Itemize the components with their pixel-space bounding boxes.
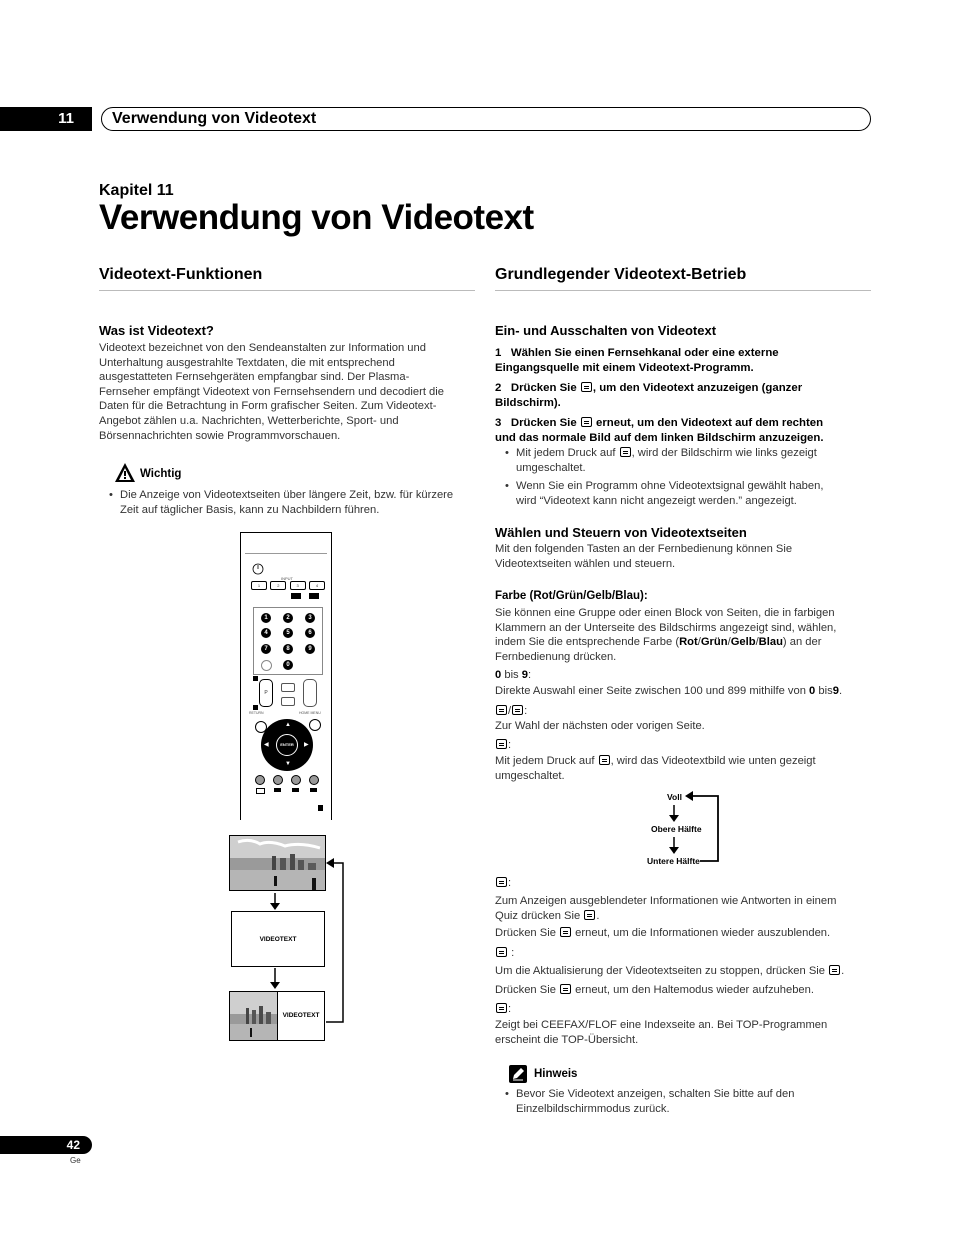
size-key-heading — [495, 738, 511, 753]
step-2 — [495, 381, 875, 410]
input-label: INPUT — [281, 576, 293, 581]
period: . — [841, 965, 845, 977]
color-gruen: Grün — [700, 636, 728, 649]
text-line: Drücken Sie — [495, 927, 556, 939]
hold-icon — [496, 947, 507, 957]
text-line: Eingangsquelle mit einem Videotext-Programm. — [495, 361, 754, 374]
text-line: ) an der — [782, 636, 822, 649]
index-key-heading — [495, 1002, 511, 1017]
arrow-down-icon — [269, 968, 281, 990]
slash: / — [755, 636, 759, 649]
language-code: Ge — [70, 1156, 81, 1165]
text-line: Drücken Sie — [510, 417, 577, 429]
digit-0-button: 0 — [283, 660, 293, 670]
colon: : — [528, 669, 532, 681]
program-rocker: P — [259, 679, 273, 707]
text-line: Quiz drücken Sie — [495, 909, 581, 922]
reveal-icon — [496, 877, 507, 887]
digit-5-button: 5 — [283, 628, 293, 638]
was-ist-title: Was ist Videotext? — [99, 323, 214, 338]
arrow-down-icon — [668, 837, 680, 855]
text-line: Daten für die Betrachtung in Form grafischer Seiten. Zum Videotext- — [99, 400, 437, 413]
zum-anzeigen-paragraph — [495, 894, 875, 923]
bullet-item — [505, 479, 876, 508]
text-line: Angebot zählen u.a. Nachrichten, Wetterberichte, Sport- und — [99, 414, 399, 427]
text-line: Um die Aktualisierung der Videotextseiten zu stoppen, drücken Sie — [495, 965, 826, 977]
keypad — [253, 607, 323, 675]
hold-key-heading — [495, 946, 514, 961]
flow-voll: Voll — [667, 792, 682, 802]
page-title: Verwendung von Videotext — [99, 198, 534, 237]
videotext-full-screen — [231, 911, 325, 967]
color-blau: Blau — [758, 636, 783, 649]
city-photo — [230, 836, 325, 890]
reveal-icon — [584, 910, 595, 920]
period: . — [596, 909, 600, 922]
green-button — [273, 775, 283, 785]
text-line: Videotext bezeichnet von den Sendeanstalten zur Information und — [99, 342, 426, 354]
section-rule-right — [495, 290, 871, 291]
colon: : — [508, 1003, 512, 1015]
bullet-item — [505, 446, 876, 475]
step-number: 2 — [495, 382, 502, 394]
arrow-down-icon: ▼ — [285, 761, 291, 767]
small-button — [281, 697, 295, 706]
druecken-erneut-text — [495, 926, 830, 941]
index-icon — [496, 1003, 507, 1013]
digit-1-button: 1 — [261, 613, 271, 623]
text-line: Fernbedienung drücken. — [495, 650, 617, 663]
text-line: Wählen Sie einen Fernsehkanal oder eine externe — [510, 347, 779, 359]
was-ist-paragraph — [99, 341, 479, 443]
digit-8-button: 8 — [283, 644, 293, 654]
text-line: Mit den folgenden Tasten an der Fernbedienung können Sie — [495, 543, 793, 555]
text-line: Mit jedem Druck auf — [495, 755, 595, 767]
text-line: umgeschaltet. — [516, 461, 586, 474]
divider — [245, 553, 327, 554]
text-line: Zeigt bei CEEFAX/FLOF eine Indexseite an. Bei TOP-Programmen — [495, 1019, 828, 1031]
teletext-key — [253, 676, 258, 681]
return-label: RETURN — [249, 711, 264, 715]
input-3-button: 3 — [290, 581, 306, 590]
slash: / — [727, 636, 731, 649]
loop-arrow — [325, 856, 347, 1026]
small-button — [281, 683, 295, 692]
home-menu-label: HOME MENU — [299, 711, 321, 715]
bullet-icon: • — [109, 489, 113, 501]
key-0: 0 — [495, 669, 502, 681]
text-line: ausgestatteten Fernsehgeräten empfangbar sind. Der Plasma- — [99, 371, 410, 384]
home-menu-button — [309, 719, 321, 731]
digit-4-button: 4 — [261, 628, 271, 638]
farbe-paragraph — [495, 606, 875, 664]
tv-picture-screen — [229, 835, 326, 891]
digit-7-button: 7 — [261, 644, 271, 654]
reveal-key-heading — [495, 876, 511, 891]
section-title-right: Grundlegender Videotext-Betrieb — [495, 266, 747, 283]
colon: : — [524, 705, 528, 717]
enter-button: ENTER — [276, 734, 298, 756]
text-line: Die Anzeige von Videotextseiten über längere Zeit, bzw. für kürzere — [120, 489, 454, 501]
split-screen — [229, 991, 325, 1041]
text-line: Bevor Sie Videotext anzeigen, schalten Sie bitte auf den — [516, 1088, 795, 1100]
hinweis-heading: Hinweis — [534, 1068, 578, 1080]
hold-icon — [829, 965, 840, 975]
input-buttons — [251, 581, 325, 589]
city-photo-small — [230, 992, 277, 1040]
section-title-left: Videotext-Funktionen — [99, 266, 263, 283]
text-line: Sie können eine Gruppe oder einen Block von Seiten, die in farbigen — [495, 607, 835, 619]
farbe-title: Farbe (Rot/Grün/Gelb/Blau): — [495, 590, 648, 602]
input-2-button: 2 — [270, 581, 286, 590]
step-number: 1 — [495, 347, 502, 359]
text-line: , wird das Videotextbild wie unten gezeigt — [610, 755, 816, 767]
halte-text — [495, 983, 814, 998]
teletext-icon — [581, 417, 592, 427]
colon: : — [511, 947, 515, 959]
digit-9-button: 9 — [305, 644, 315, 654]
text-line: umgeschaltet. — [495, 769, 565, 782]
teletext-icon — [620, 447, 631, 457]
teletext-key — [318, 805, 323, 811]
wichtig-bullet — [109, 488, 480, 517]
red-button — [255, 775, 265, 785]
teletext-size-icon — [599, 755, 610, 765]
arrow-down-icon — [668, 805, 680, 823]
text-line: und das normale Bild auf dem linken Bildschirm anzuzeigen. — [495, 431, 824, 444]
power-icon — [252, 563, 264, 575]
dot-button — [261, 660, 272, 671]
text-line: erneut, um den Haltemodus wieder aufzuheben. — [575, 984, 814, 996]
volume-rocker — [303, 679, 317, 707]
teletext-mode-button — [309, 593, 319, 599]
section-rule-left — [99, 290, 475, 291]
next-page-icon — [496, 705, 507, 715]
videotext-label: VIDEOTEXT — [282, 1012, 320, 1019]
text-line: Direkte Auswahl einer Seite zwischen 100 und 899 mithilfe von — [495, 685, 810, 697]
teletext-button — [291, 593, 301, 599]
digit-3-button: 3 — [305, 613, 315, 623]
text-line: Börsennachrichten sowie Programmvorschauen. — [99, 429, 341, 442]
key-9: 9 — [832, 685, 839, 697]
text-line: Bildschirm). — [495, 396, 561, 409]
bullet-icon: • — [505, 480, 509, 492]
text-line: indem Sie die entsprechende Farbe ( — [495, 636, 680, 649]
hold-icon — [560, 984, 571, 994]
wichtig-heading: Wichtig — [140, 468, 182, 480]
bullet-icon: • — [505, 1088, 509, 1100]
text-line: Fernseher empfängt Videotext von Fernsehsendern und decodiert die — [99, 385, 444, 398]
key-9: 9 — [521, 669, 528, 681]
waehlen-paragraph — [495, 542, 875, 571]
step-number: 3 — [495, 417, 502, 429]
text-line: Drücken Sie — [495, 984, 556, 996]
chapter-header: Verwendung von Videotext — [101, 107, 871, 131]
text-line: Klammern an der Unterseite des Bildschirms angezeigt sind, wählen, — [495, 621, 837, 634]
text-line: Mit jedem Druck auf — [516, 447, 616, 459]
reveal-icon — [560, 927, 571, 937]
page-number: 42 — [0, 1136, 92, 1154]
key-0: 0 — [809, 685, 816, 697]
chapter-tab — [0, 107, 92, 131]
loop-arrow — [684, 791, 722, 865]
slash: / — [697, 636, 701, 649]
digits-heading — [495, 668, 531, 683]
prev-page-icon — [512, 705, 523, 715]
text-line: Zum Anzeigen ausgeblendeter Informationen wie Antworten in einem — [495, 895, 837, 907]
text-line: , wird der Bildschirm wie links gezeigt — [631, 447, 817, 459]
text-line: Zeit auf täglicher Basis, kann zu Nachbildern führen. — [120, 503, 380, 516]
flow-obere: Obere Hälfte — [651, 824, 702, 834]
teletext-size-icon — [496, 739, 507, 749]
step-1 — [495, 346, 875, 375]
text-line: Videotextseiten wählen und steuern. — [495, 557, 676, 570]
hinweis-bullet — [505, 1087, 876, 1116]
arrow-up-icon: ▲ — [285, 722, 291, 728]
period: . — [838, 685, 843, 697]
index-paragraph — [495, 1018, 875, 1047]
digit-6-button: 6 — [305, 628, 315, 638]
text-line: erneut, um die Informationen wieder auszublenden. — [575, 927, 831, 939]
text-line: erneut, um den Videotext auf dem rechten — [596, 417, 824, 429]
step-3 — [495, 416, 875, 445]
text-line: Einzelbildschirmmodus zurück. — [516, 1102, 670, 1115]
bullet-icon: • — [505, 447, 509, 459]
teletext-icon — [310, 788, 317, 792]
chapter-label: Kapitel 11 — [99, 182, 174, 199]
text-line: , um den Videotext anzuzeigen (ganzer — [592, 382, 803, 394]
teletext-icon — [292, 788, 299, 792]
color-rot: Rot — [679, 636, 698, 649]
teletext-icon — [256, 788, 265, 794]
note-icon — [509, 1065, 527, 1083]
color-gelb: Gelb — [730, 636, 756, 649]
videotext-label: VIDEOTEXT — [259, 936, 297, 943]
teletext-icon — [274, 788, 281, 792]
text-line: Drücken Sie — [510, 382, 577, 394]
text-line: bis — [501, 669, 522, 681]
input-4-button: 4 — [309, 581, 325, 590]
arrow-left-icon: ◀ — [264, 742, 269, 748]
waehlen-title: Wählen und Steuern von Videotextseiten — [495, 525, 747, 540]
blue-button — [309, 775, 319, 785]
um-die-text — [495, 964, 844, 979]
ein-aus-title: Ein- und Ausschalten von Videotext — [495, 323, 717, 338]
direction-pad — [261, 719, 313, 771]
colon: : — [508, 877, 512, 889]
zur-wahl-text: Zur Wahl der nächsten oder vorigen Seite. — [495, 720, 705, 732]
chapter-number: 11 — [58, 110, 74, 127]
input-1-button: 1 — [251, 581, 267, 590]
arrow-right-icon: ▶ — [304, 742, 309, 748]
teletext-key — [253, 705, 258, 710]
mit-jedem-paragraph — [495, 754, 875, 783]
text-line: bis — [815, 685, 833, 697]
arrow-down-icon — [269, 893, 281, 911]
text-line: erscheint die TOP-Übersicht. — [495, 1033, 639, 1046]
direkt-text — [495, 684, 842, 699]
teletext-icon — [581, 382, 592, 392]
text-line: Unterhaltung ausgestrahlte Textdaten, die mit entsprechend — [99, 356, 395, 369]
flow-untere: Untere Hälfte — [647, 856, 700, 866]
colon: : — [508, 739, 512, 751]
yellow-button — [291, 775, 301, 785]
text-line: Wenn Sie ein Programm ohne Videotextsignal gewählt haben, — [516, 480, 824, 492]
digit-2-button: 2 — [283, 613, 293, 623]
text-line: wird “Videotext kann nicht angezeigt werden.” angezeigt. — [516, 494, 797, 507]
warning-icon — [114, 462, 136, 484]
page-keys-heading: / : — [495, 704, 527, 719]
remote-control-illustration — [240, 532, 332, 820]
